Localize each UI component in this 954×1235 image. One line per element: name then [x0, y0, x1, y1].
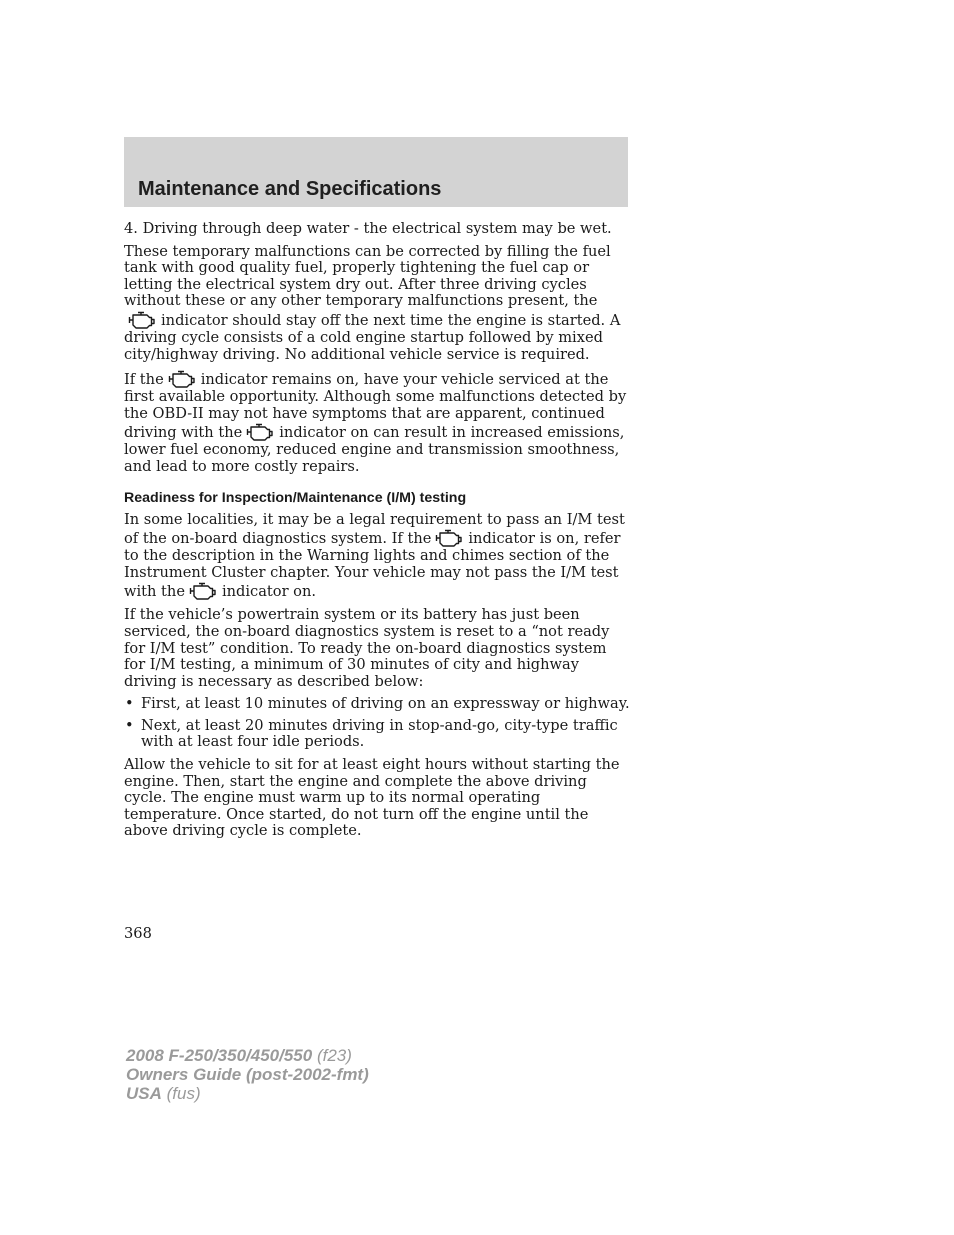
paragraph-4: In some localities, it may be a legal requirement to pass an I/M test of the on-board diagnostics system. If the indicator is on, refer to the description in the Warning lights and chimes section of the Instrument Cluster chapter. Your vehicle may not pass the I/M test with the indicator on. — [124, 510, 625, 601]
paragraph-5: If the vehicle’s powertrain system or its battery has just been serviced, the on-board diagnostics system is reset to a “not ready for I/M test” condition. To ready the on-board diagnostics system for I/M testing, a minimum of 30 minutes of city and highway driving is necessary as described below: — [124, 606, 610, 690]
check-engine-icon — [434, 528, 464, 548]
bullet-marker: • — [125, 716, 134, 734]
bullet-list — [124, 696, 630, 751]
check-engine-icon — [188, 581, 218, 601]
main-content — [124, 221, 630, 846]
paragraph-6: Allow the vehicle to sit for at least eight hours without starting the engine. Then, start the engine and complete the above driving cycle. The engine must warm up to its normal operating temperature. Once started, do not turn off the engine until the above driving cycle is complete. — [124, 756, 620, 840]
bullet-marker: • — [125, 695, 134, 713]
list-item: • Next, at least 20 minutes driving in stop-and-go, city-type traffic with at least four idle periods. — [125, 716, 618, 751]
footer-line-3: USA (fus) — [126, 1084, 201, 1103]
footer — [126, 1046, 369, 1103]
footer-line-2: Owners Guide (post-2002-fmt) — [126, 1065, 369, 1084]
header-band — [124, 137, 628, 207]
paragraph-2: These temporary malfunctions can be corrected by filling the fuel tank with good quality fuel, properly tightening the fuel cap or letting the electrical system dry out. After three driving cycles without these or any other temporary malfunctions present, the indicator should stay off the next time the engine is started. A driving cycle consists of a cold engine startup followed by mixed city/highway driving. No additional vehicle service is required. — [124, 242, 621, 363]
paragraph-3: If the indicator remains on, have your vehicle serviced at the first available opportunity. Although some malfunctions detected by the OBD-II may not have symptoms that are apparent, continued driving with the indicator on can result in increased emissions, lower fuel economy, reduced engine and transmission smoothness, and lead to more costly repairs. — [124, 371, 627, 475]
page-title: Maintenance and Specifications — [138, 178, 442, 200]
check-engine-icon — [127, 310, 157, 330]
page-number: 368 — [124, 925, 152, 942]
footer-line-1: 2008 F-250/350/450/550 (f23) — [126, 1046, 352, 1065]
check-engine-icon — [245, 422, 275, 442]
list-item: • First, at least 10 minutes of driving on an expressway or highway. — [125, 695, 630, 713]
section-heading: Readiness for Inspection/Maintenance (I/M) testing — [124, 489, 467, 506]
check-engine-icon — [167, 369, 197, 389]
paragraph-1: 4. Driving through deep water - the electrical system may be wet. — [124, 220, 612, 237]
